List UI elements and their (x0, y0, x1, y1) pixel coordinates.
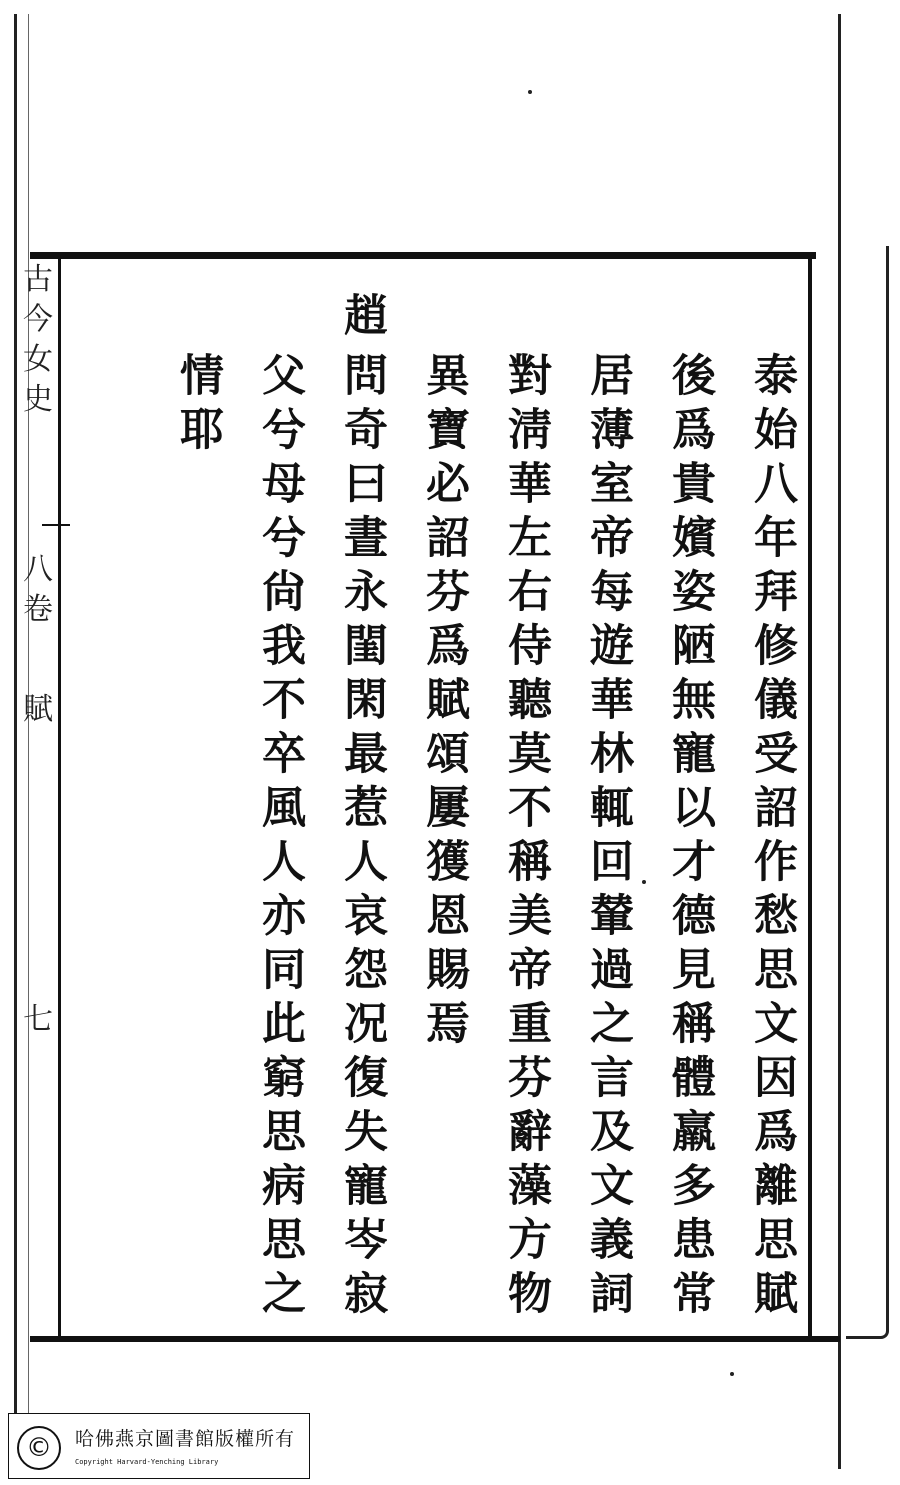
frame-bottom-border (30, 1336, 840, 1342)
margin-divider (42, 524, 70, 526)
margin-char: 卷 (23, 592, 53, 627)
copyright-watermark (8, 1413, 310, 1479)
frame-top-border (30, 252, 816, 259)
margin-char: 賦 (23, 692, 53, 727)
margin-char: 八 (23, 552, 53, 587)
copyright-icon: © (17, 1426, 61, 1470)
margin-char: 七 (23, 1002, 53, 1037)
margin-char: 史 (23, 382, 53, 417)
ink-speck (642, 880, 646, 884)
text-column-commentator: 趙 (336, 292, 387, 346)
margin-char: 女 (23, 342, 53, 377)
text-column-5: 異寶必詔芬爲賦頌屢獲恩賜焉 (418, 352, 469, 1054)
text-column-8: 情耶 (172, 352, 223, 460)
frame-left-border (58, 258, 61, 1340)
margin-char: 今 (23, 302, 53, 337)
frame-right-border (808, 258, 812, 1338)
neighbor-page-strip (846, 246, 889, 1339)
ink-speck (730, 1372, 734, 1376)
ink-speck (528, 90, 532, 94)
page-edge-left (14, 14, 17, 1424)
margin-column (18, 262, 58, 1332)
text-column-6: 問奇曰晝永閨閑最惹人哀怨况復失寵岑寂 (336, 352, 387, 1324)
text-column-1: 泰始八年拜修儀受詔作愁思文因爲離思賦 (746, 352, 797, 1324)
margin-char: 古 (23, 262, 53, 297)
text-column-3: 居薄室帝每遊華林輒回輦過之言及文義詞 (582, 352, 633, 1324)
text-column-7: 父兮母兮尙我不卒風人亦同此窮思病思之 (254, 352, 305, 1324)
watermark-text-en: Copyright Harvard-Yenching Library (75, 1458, 219, 1466)
page-edge-right (838, 14, 841, 1469)
text-column-4: 對淸華左右侍聽莫不稱美帝重芬辭藻方物 (500, 352, 551, 1324)
watermark-text-cn: 哈佛燕京圖書館版權所有 (75, 1428, 296, 1450)
text-column-2: 後爲貴嬪姿陋無寵以才德見稱體羸多患常 (664, 352, 715, 1324)
